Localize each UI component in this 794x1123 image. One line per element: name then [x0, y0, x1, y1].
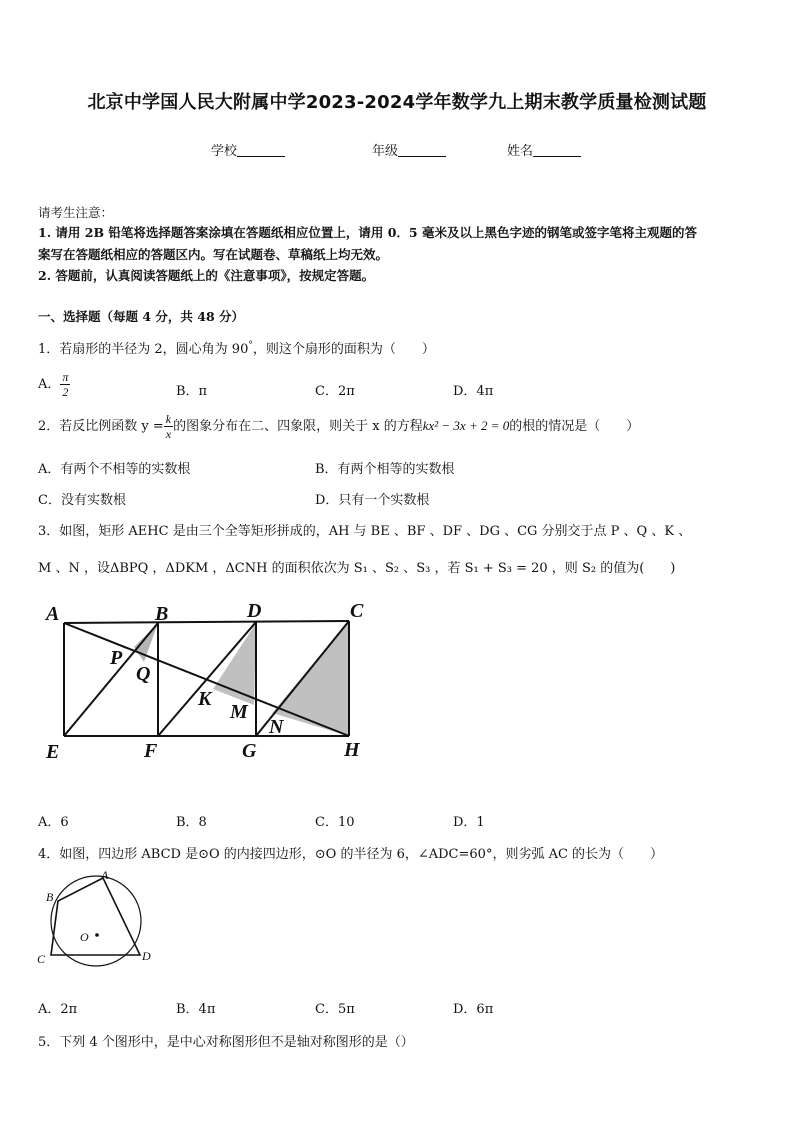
q2-option-a[interactable]: A．有两个不相等的实数根 — [38, 462, 191, 477]
grade-blank[interactable] — [398, 144, 446, 157]
q2-text-b: 的图象分布在二、四象限，则关于 x 的方程 — [173, 419, 423, 434]
notice-heading: 请考生注意： — [38, 205, 114, 220]
q1-option-a-fraction — [60, 370, 70, 399]
q3-option-a[interactable]: A．6 — [38, 815, 69, 830]
q1-text-b: ，则这个扇形的面积为（ ） — [252, 342, 435, 357]
question-1 — [38, 338, 435, 357]
grade-field[interactable] — [372, 140, 446, 159]
question-5: 5．下列 4 个图形中，是中心对称图形但不是轴对称图形的是（） — [38, 1035, 414, 1050]
q2-fraction-den: x — [165, 427, 172, 441]
center-o-point — [95, 933, 99, 937]
q3-option-b[interactable]: B．8 — [176, 815, 207, 830]
label-n: N — [269, 716, 284, 738]
q2-option-d[interactable]: D．只有一个实数根 — [315, 493, 430, 508]
q1-option-b[interactable]: B．π — [176, 384, 208, 399]
q1-text-a: 1．若扇形的半径为 2，圆心角为 90 — [38, 342, 249, 357]
label-q: Q — [136, 663, 151, 685]
q4-option-b[interactable]: B．4π — [176, 1002, 216, 1017]
label-b: B — [155, 603, 169, 625]
edge-ac — [64, 621, 349, 623]
q4-circle-figure — [30, 866, 160, 971]
question-3-line-1: 3．如图，矩形 AEHC 是由三个全等矩形拼成的，AH 与 BE 、BF 、DF 、DG 、CG 分别交于点 P 、Q 、K 、 — [38, 524, 692, 539]
q2-option-b[interactable]: B．有两个相等的实数根 — [315, 462, 455, 477]
label-p: P — [110, 647, 123, 669]
q2-fraction — [164, 412, 173, 441]
q2-fraction-num: k — [165, 412, 172, 426]
q4-option-a[interactable]: A．2π — [38, 1002, 78, 1017]
q4-label-a: A — [101, 868, 109, 882]
circle-o — [51, 876, 141, 966]
label-g: G — [242, 740, 257, 762]
label-m: M — [230, 701, 248, 723]
q1-option-d[interactable]: D．4π — [453, 384, 494, 399]
q4-option-d[interactable]: D．6π — [453, 1002, 494, 1017]
school-blank[interactable] — [237, 144, 285, 157]
name-blank[interactable] — [533, 144, 581, 157]
q4-option-c[interactable]: C．5π — [315, 1002, 355, 1017]
q2-text-c: 的根的情况是（ ） — [509, 419, 640, 434]
label-k: K — [198, 688, 212, 710]
question-2 — [38, 412, 639, 441]
q2-text-a: 2．若反比例函数 y = — [38, 419, 164, 434]
q1-option-a-denominator: 2 — [62, 385, 69, 399]
label-f: F — [144, 740, 158, 762]
q2-option-c[interactable]: C．没有实数根 — [38, 493, 126, 508]
notice-line-1b: 案写在答题纸相应的答题区内。写在试题卷、草稿纸上均无效。 — [38, 247, 389, 262]
label-e: E — [46, 741, 60, 763]
q2-equation: kx² − 3x + 2 = 0 — [422, 418, 510, 433]
grade-label: 年级 — [372, 144, 399, 159]
name-label: 姓名 — [507, 144, 534, 159]
q3-option-c[interactable]: C．10 — [315, 815, 355, 830]
q1-option-a-numerator: π — [62, 370, 69, 384]
q1-degree: ° — [248, 340, 253, 351]
label-c: C — [350, 600, 364, 622]
q1-option-a[interactable] — [38, 370, 70, 399]
question-3-line-2: M 、N ，设ΔBPQ ，ΔDKM ，ΔCNH 的面积依次为 S₁ 、S₂ 、S₃ ，若 S₁ + S₃ = 20 ，则 S₂ 的值为( ) — [38, 561, 676, 576]
q1-option-c[interactable]: C．2π — [315, 384, 355, 399]
notice-line-1a: 1. 请用 2B 铅笔将选择题答案涂填在答题纸相应位置上，请用 0．5 毫米及以上黑色字迹的钢笔或签字笔将主观题的答 — [38, 225, 697, 240]
q4-label-b: B — [46, 890, 54, 904]
q4-label-o: O — [80, 930, 89, 944]
name-field[interactable] — [507, 140, 581, 159]
q3-rectangles-figure — [38, 596, 378, 768]
section-heading: 一、选择题（每题 4 分，共 48 分） — [38, 309, 245, 324]
triangle-cnh — [272, 621, 349, 736]
q4-label-c: C — [37, 952, 46, 966]
label-h: H — [344, 739, 360, 761]
q1-option-a-label: A． — [38, 377, 61, 392]
school-label: 学校 — [211, 144, 238, 159]
q3-option-d[interactable]: D．1 — [453, 815, 485, 830]
question-4: 4．如图，四边形 ABCD 是⊙O 的内接四边形，⊙O 的半径为 6，∠ADC=60°，则劣弧 AC 的长为（ ） — [38, 847, 664, 862]
school-field[interactable] — [211, 140, 285, 159]
page-title: 北京中学国人民大附属中学2023-2024学年数学九上期末教学质量检测试题 — [87, 92, 707, 113]
label-d: D — [247, 600, 262, 622]
label-a: A — [46, 603, 60, 625]
q4-label-d: D — [142, 949, 151, 963]
notice-line-2: 2. 答题前，认真阅读答题纸上的《注意事项》，按规定答题。 — [38, 268, 375, 283]
